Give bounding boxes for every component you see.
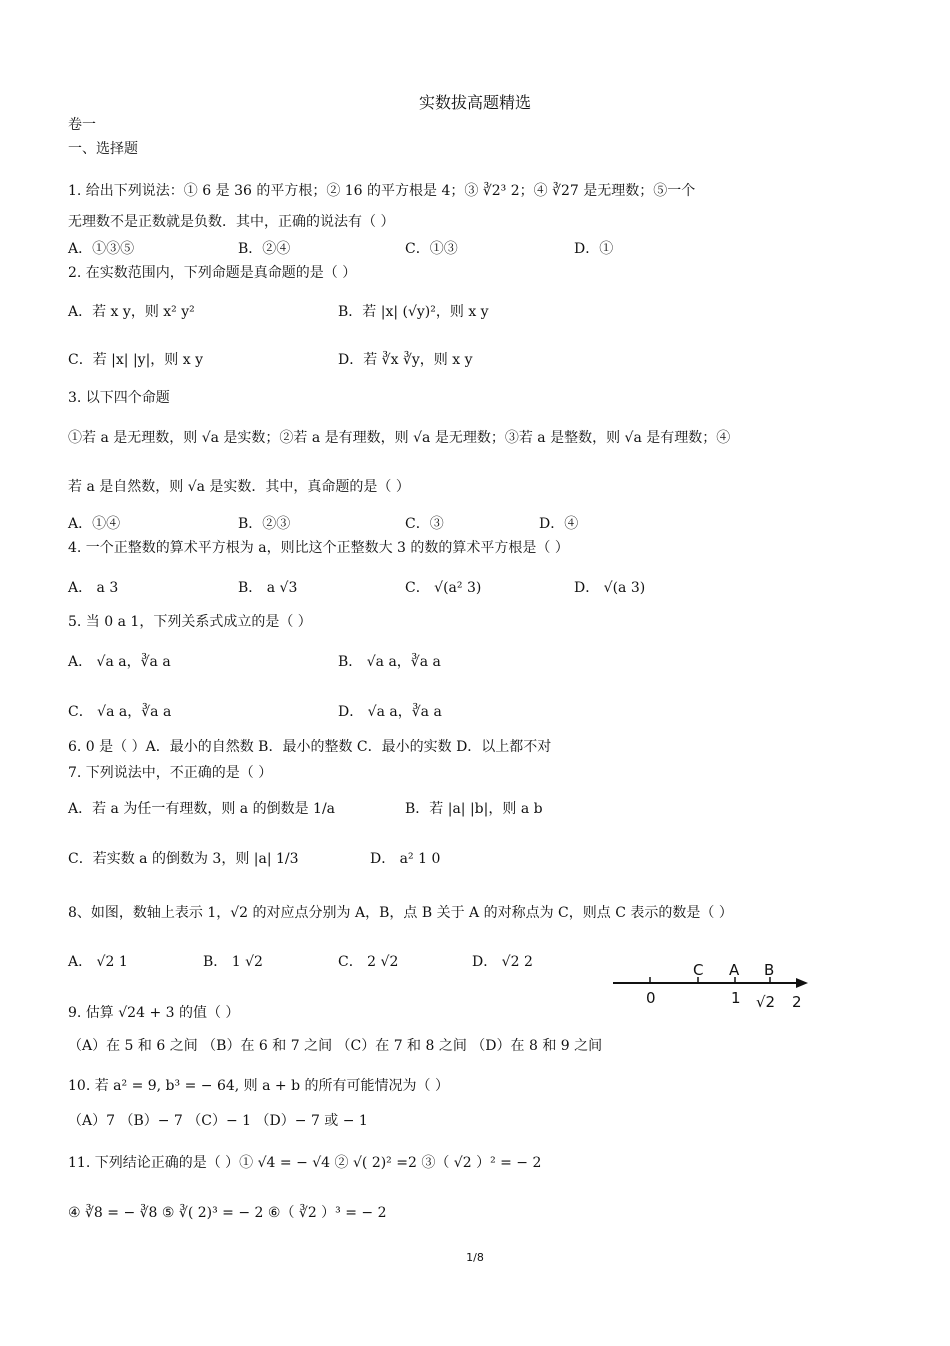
q4-option-d: D． √(a 3): [574, 580, 646, 596]
question-6: 6. 0 是（ ）A．最小的自然数 B．最小的整数 C．最小的实数 D．以上都不对: [68, 739, 552, 755]
question-8: 8、如图，数轴上表示 1，√2 的对应点分别为 A，B，点 B 关于 A 的对称点为 C，则点 C 表示的数是（ ）: [68, 905, 733, 921]
volume-label: 卷一: [68, 117, 96, 133]
q4-option-c: C． √(a² 3): [405, 580, 482, 596]
page-title: 实数拔高题精选: [418, 93, 531, 112]
q1-option-a: A．①③⑤: [68, 241, 135, 257]
q7-option-a: A．若 a 为任一有理数，则 a 的倒数是 1/a: [68, 801, 336, 817]
q8-option-c: C． 2 √2: [338, 954, 399, 970]
q7-option-d: D． a² 1 0: [370, 851, 441, 867]
question-1-line1: 1. 给出下列说法：① 6 是 36 的平方根；② 16 的平方根是 4；③ ∛2³ 2；④ ∛27 是无理数；⑤一个: [68, 183, 696, 199]
q4-option-b: B． a √3: [238, 580, 298, 596]
question-4: 4. 一个正整数的算术平方根为 a，则比这个正整数大 3 的数的算术平方根是（ ）: [68, 540, 569, 556]
q10-options: （A）7 （B）− 7 （C）− 1 （D）− 7 或 − 1: [68, 1113, 368, 1129]
q3-option-b: B．②③: [238, 516, 291, 532]
question-11-line2: ④ ∛8 = − ∛8 ⑤ ∛( 2)³ = − 2 ⑥（ ∛2 ）³ = − 2: [68, 1205, 387, 1221]
question-11-line1: 11. 下列结论正确的是（ ）① √4 = − √4 ② √( 2)² =2 ③（ √2 ）² = − 2: [68, 1155, 542, 1171]
section-heading: 一、选择题: [68, 141, 138, 157]
q3-option-d: D．④: [539, 516, 579, 532]
q1-option-b: B．②④: [238, 241, 291, 257]
question-3-line2: 若 a 是自然数，则 √a 是实数．其中，真命题的是（ ）: [68, 479, 410, 495]
q2-option-a: A．若 x y，则 x² y²: [68, 304, 195, 320]
axis-label-0: 0: [646, 989, 656, 1007]
q5-option-c: C． √a a，∛a a: [68, 704, 172, 720]
q2-option-b: B．若 |x| (√y)²，则 x y: [338, 304, 489, 320]
number-line-figure: [608, 955, 818, 1015]
axis-label-2: 2: [792, 993, 802, 1011]
axis-label-1: 1: [731, 989, 741, 1007]
q5-option-d: D． √a a，∛a a: [338, 704, 442, 720]
q1-option-d: D．①: [574, 241, 614, 257]
question-3-line1: ①若 a 是无理数，则 √a 是实数；②若 a 是有理数，则 √a 是无理数；③若 a 是整数，则 √a 是有理数；④: [68, 430, 731, 446]
q8-option-b: B． 1 √2: [203, 954, 263, 970]
question-10: 10. 若 a² = 9, b³ = − 64, 则 a + b 的所有可能情况为（ ）: [68, 1078, 449, 1094]
point-label-b: B: [764, 961, 775, 979]
q1-option-c: C．①③: [405, 241, 458, 257]
question-2: 2. 在实数范围内，下列命题是真命题的是（ ）: [68, 265, 357, 281]
q7-option-b: B．若 |a| |b|，则 a b: [405, 801, 543, 817]
q5-option-a: A． √a a，∛a a: [68, 654, 171, 670]
q9-options: （A）在 5 和 6 之间 （B）在 6 和 7 之间 （C）在 7 和 8 之间 （D）在 8 和 9 之间: [68, 1038, 603, 1054]
question-7: 7. 下列说法中，不正确的是（ ）: [68, 765, 273, 781]
q7-option-c: C．若实数 a 的倒数为 3，则 |a| 1/3: [68, 851, 299, 867]
q2-option-c: C．若 |x| |y|，则 x y: [68, 352, 203, 368]
axis-label-sqrt2: √2: [756, 993, 776, 1011]
q4-option-a: A． a 3: [68, 580, 119, 596]
number-line-arrow-icon: [796, 978, 808, 988]
question-1-line2: 无理数不是正数就是负数．其中，正确的说法有（ ）: [68, 214, 395, 230]
q2-option-d: D．若 ∛x ∛y，则 x y: [338, 352, 473, 368]
question-9: 9. 估算 √24 + 3 的值（ ）: [68, 1005, 240, 1021]
point-label-c: C: [693, 961, 704, 979]
page-number: 1/8: [466, 1251, 484, 1264]
q3-option-a: A．①④: [68, 516, 121, 532]
question-5: 5. 当 0 a 1，下列关系式成立的是（ ）: [68, 614, 312, 630]
q8-option-d: D． √2 2: [472, 954, 533, 970]
q8-option-a: A． √2 1: [68, 954, 128, 970]
q3-option-c: C．③: [405, 516, 444, 532]
q5-option-b: B． √a a，∛a a: [338, 654, 441, 670]
point-label-a: A: [729, 961, 740, 979]
question-3: 3. 以下四个命题: [68, 390, 170, 406]
